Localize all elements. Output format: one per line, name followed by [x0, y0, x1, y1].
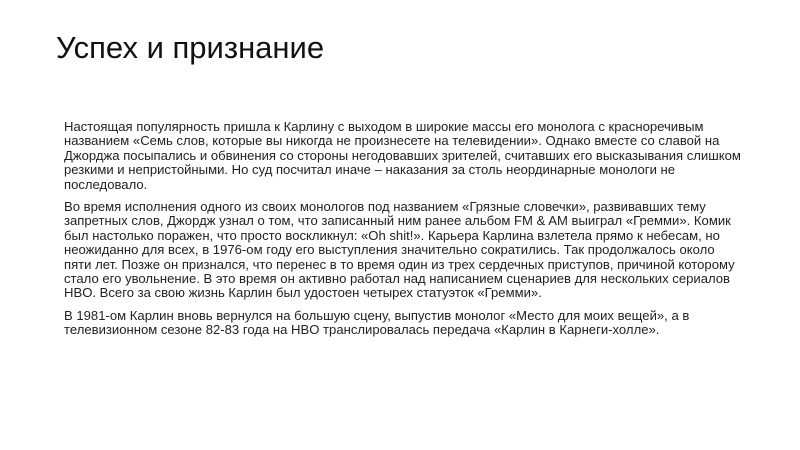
- paragraph-career: Во время исполнения одного из своих монологов под названием «Грязные словечки», развивавших тему запретных слов, Джордж узнал о том, что записанный ним ранее альбом FM & AM выиграл «Гремми». Комик был настолько поражен, что просто воскликнул: «Oh shit!». Карьера Карлина взлетела прямо к небесам, но неожиданно для всех, в 1976-ом году его выступления значительно сократились. Так продолжалось около пяти лет. Позже он признался, что перенес в то время один из трех сердечных приступов, причиной которому стало его увольнение. В это время он активно работал над написанием сценариев для нескольких сериалов HBO. Всего за свою жизнь Карлин был удостоен четырех статуэток «Гремми».: [64, 199, 735, 301]
- paragraph-popularity: Настоящая популярность пришла к Карлину с выходом в широкие массы его монолога с красноречивым названием «Семь слов, которые вы никогда не произнесете на телевидении». Однако вместе со славой на Джорджа посыпались и обвинения со стороны негодовавших зрителей, считавших его высказывания слишком резкими и непристойными. Но суд посчитал иначе – наказания за столь неординарные монологи не последовало.: [64, 119, 741, 192]
- paragraph-return: В 1981-ом Карлин вновь вернулся на большую сцену, выпустив монолог «Место для моих вещей», а в телевизионном сезоне 82-83 года на HBO транслировалась передача «Карлин в Карнеги-холле».: [64, 307, 690, 338]
- slide-title: Успех и признание: [56, 30, 325, 65]
- slide-body: [64, 120, 744, 346]
